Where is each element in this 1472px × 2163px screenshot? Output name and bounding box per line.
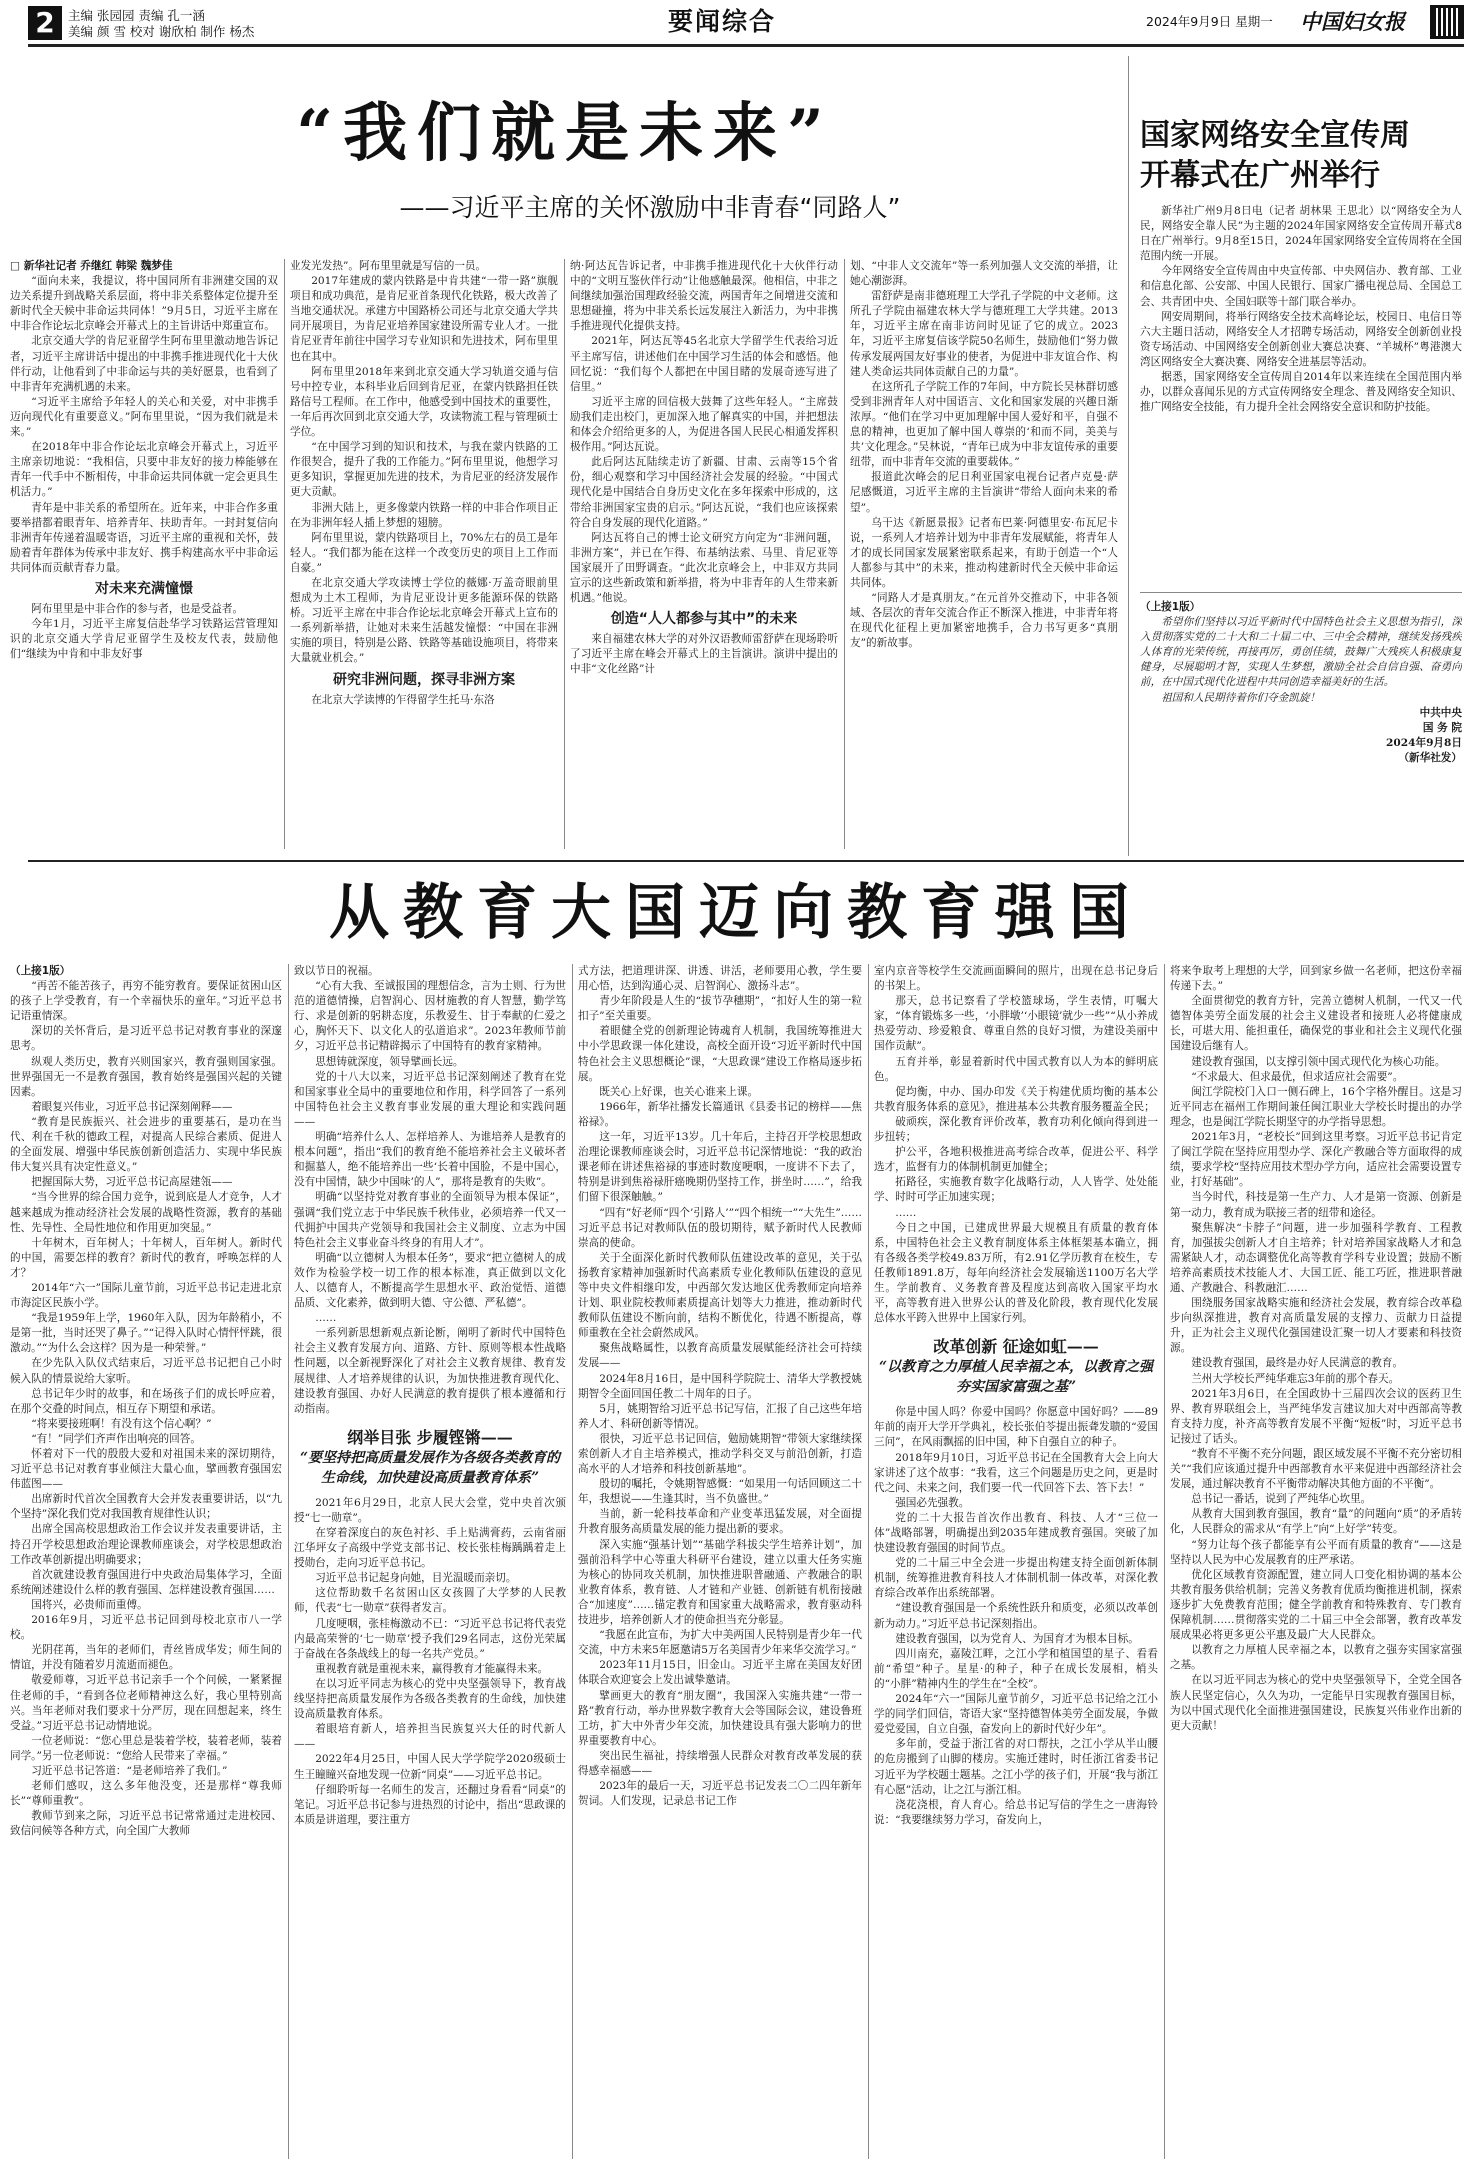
paragraph: 明确“以立德树人为根本任务”，要求“把立德树人的成效作为检验学校一切工作的根本标准，真正做到以文化人、以德育人，不断提高学生思想水平、政治觉悟、道德品质、文化素养，做到明大德、守公德、严私德”。 bbox=[294, 1251, 566, 1310]
paragraph: 业发光发热”。阿布里里就是写信的一员。 bbox=[290, 260, 487, 272]
paragraph: 乌干达《新愿景报》记者布巴莱·阿德里安·布瓦尼卡说，一系列人才培养计划为中非青年发展赋能，将青年人才的成长同国家发展紧密联系起来，有助于创造一个“人人都参与其中”的未来，推动构建新时代全天候中非命运共同体。 bbox=[850, 516, 1118, 589]
article2-col-3 bbox=[578, 964, 862, 2159]
paragraph: 突出民生福祉，持续增强人民群众对教育改革发展的获得感幸福感—— bbox=[578, 1749, 862, 1777]
paragraph: 党的十八大以来，习近平总书记深刻阐述了教育在党和国家事业全局中的重要地位和作用，科学回答了一系列中国特色社会主义教育事业发展的重大理论和实践问题—— bbox=[294, 1070, 566, 1128]
paragraph: 四川南充，嘉陵江畔，之江小学和植国望的星子、看看前“希望”种子。星星·的种子，种子在成长发展相，梢头的“小胖”精神内生的学生在“全校”。 bbox=[874, 1647, 1158, 1690]
paragraph: “再苦不能苦孩子，再穷不能穷教育。要保证贫困山区的孩子上学受教育，有一个幸福快乐的童年。”习近平总书记语重情深。 bbox=[10, 980, 282, 1023]
signature-source: （新华社发） bbox=[1398, 751, 1462, 764]
subsection-title: 改革创新 征途如虹—— bbox=[933, 1337, 1099, 1357]
paragraph: 5月，姚期智给习近平总书记写信，汇报了自己这些年培养人才、科研创新等情况。 bbox=[578, 1402, 862, 1430]
article1-title: “我们就是未来” bbox=[296, 96, 834, 171]
paragraph: 阿达瓦将自己的博士论文研究方向定为“非洲问题，非洲方案”，并已在乍得、布基纳法索、马里、肯尼亚等国家展开了田野调查。“此次北京峰会上，中非双方共同宣示的这些新政策和新举措，将为中非青年的人生带来新机遇。”他说。 bbox=[570, 531, 838, 605]
paragraph: 首次就建设教育强国进行中央政治局集体学习，全面系统阐述建设什么样的教育强国、怎样建设教育强国…… bbox=[10, 1568, 282, 1596]
article1-byline: □ 新华社记者 乔继红 韩梁 魏梦佳 bbox=[10, 260, 173, 272]
paragraph: 青年是中非关系的希望所在。近年来，中非合作多重要举措都着眼青年、培养青年、扶助青年。一封封复信向非洲青年传递着温暖寄语，习近平主席的重视和关怀，鼓励着青年群体为传承中非友好、携手构建高水平中非命运共同体而贡献青春力量。 bbox=[10, 501, 278, 574]
subsection-lead: “以教育之力厚植人民幸福之本，以教育之强夯实国家富强之基” bbox=[878, 1359, 1154, 1396]
paragraph: 拓路径，实施教育数字化战略行动，人人皆学、处处能学、时时可学正加速实现； bbox=[874, 1176, 1158, 1204]
paragraph: 关于全面深化新时代教师队伍建设改革的意见，关于弘扬教育家精神加强新时代高素质专业化教师队伍建设的意见等中央文件相继印发，中西部欠发达地区优秀教师定向培养计划、职业院校教师素质提高计划等大力推进，推动新时代教师队伍建设不断向前，结构不断优化，待遇不断提高，尊师重教在全社会蔚然成风。 bbox=[578, 1251, 862, 1340]
paragraph: 今年网络安全宣传周由中央宣传部、中央网信办、教育部、工业和信息化部、公安部、中国人民银行、国家广播电视总局、全国总工会、共青团中央、全国妇联等十部门联合举办。 bbox=[1140, 265, 1462, 308]
article2-col-1 bbox=[10, 964, 282, 2159]
paragraph: “心有大我、至诚报国的理想信念，言为士则、行为世范的道德情操，启智润心、因材施教的育人智慧，勤学笃行、求是创新的躬耕态度，乐教爱生、甘于奉献的仁爱之心，胸怀天下、以文化人的弘道追求”。2023年教师节前夕，习近平总书记精辟揭示了中国特有的教育家精神。 bbox=[294, 980, 566, 1053]
paragraph: 十年树木，百年树人；十年树人，百年树人。新时代的中国，需要怎样的教育？新时代的教育，呼唤怎样的人才？ bbox=[10, 1236, 282, 1279]
article1-col-4 bbox=[850, 259, 1118, 849]
paragraph: 阿布里里说，蒙内铁路项目上，70%左右的员工是年轻人。“我们都为能在这样一个改变历史的项目上工作而自豪。” bbox=[290, 531, 558, 574]
paragraph: “建设教育强国是一个系统性跃升和质变，必须以改革创新为动力。”习近平总书记深刻指出。 bbox=[874, 1602, 1158, 1630]
paragraph: 擘画更大的教育“朋友圈”，我国深入实施共建“一带一路”教育行动，举办世界数字教育大会等国际会议，建设鲁班工坊，扩大中外青少年交流，加快建设具有强大影响力的世界重要教育中心。 bbox=[578, 1689, 862, 1747]
paragraph: “习近平主席给予年轻人的关心和关爱，对中非携手迈向现代化有重要意义。”阿布里里说，“因为我们就是未来。” bbox=[10, 395, 278, 439]
paragraph: 当前，新一轮科技革命和产业变革迅猛发展，对全面提升教育服务高质量发展的能力提出新的要求。 bbox=[578, 1508, 862, 1536]
paragraph: 党的二十大报告首次作出教育、科技、人才“三位一体”战略部署，明确提出到2035年建成教育强国。突破了加快建设教育强国的时间节点。 bbox=[874, 1511, 1158, 1555]
paragraph: “努力让每个孩子都能享有公平而有质量的教育”——这是坚持以人民为中心发展教育的庄严承诺。 bbox=[1170, 1538, 1462, 1566]
paragraph: 你是中国人吗？你爱中国吗？你愿意中国好吗？——89年前的南开大学开学典礼，校长张伯苓提出振聋发聩的“爱国三问”，在风雨飘摇的旧中国，种下自强自立的种子。 bbox=[874, 1406, 1158, 1449]
paragraph: 当今时代，科技是第一生产力、人才是第一资源、创新是第一动力，教育成为联接三者的纽带和途径。 bbox=[1170, 1191, 1462, 1219]
paragraph: 致以节日的祝福。 bbox=[294, 965, 379, 977]
paragraph: “四有”好老师“四个’引路人’”“四个相统一”“大先生”……习近平总书记对教师队伍的殷切期待，赋予新时代人民教师崇高的使命。 bbox=[578, 1206, 862, 1249]
paragraph: 2017年建成的蒙内铁路是中肯共建“一带一路”旗舰项目和成功典范，是肯尼亚首条现代化铁路，极大改善了当地交通状况。承建方中国路桥公司还与北京交通大学共同开展项目，为肯尼亚培养国家建设所需专业人才。一批肯尼亚青年前往中国学习专业知识和先进技术，阿布里里也在其中。 bbox=[290, 275, 558, 363]
paragraph: 2021年3月6日，在全国政协十三届四次会议的医药卫生界、教育界联组会上，当严纯华发言建议加大对中西部高等教育支持力度，补齐高等教育发展不平衡“短板”时，习近平总书记接过了话头。 bbox=[1170, 1387, 1462, 1445]
staff-line-2: 美编 颜 雪 校对 谢欣柏 制作 杨杰 bbox=[68, 24, 255, 39]
column-divider bbox=[868, 964, 869, 2159]
paragraph: “同路人才是真朋友。”在元首外交推动下，中非各领域、各层次的青年交流合作正不断深入推进，中非青年将在现代化征程上更加紧密地携手，合力书写更多“真朋友”的新故事。 bbox=[850, 592, 1118, 650]
paragraph: 今年1月，习近平主席复信赴华学习铁路运营管理知识的北京交通大学肯尼亚留学生及校友代表，鼓励他们“继续为中肯和中非友好事 bbox=[10, 618, 278, 661]
paragraph: 2024年8月16日，是中国科学院院士、清华大学教授姚期智令全面回国任教二十周年的日子。 bbox=[578, 1372, 862, 1400]
side-title-line-2: 开幕式在广州举行 bbox=[1140, 158, 1380, 193]
paragraph: 2023年11月15日，旧金山。习近平主席在美国友好团体联合欢迎宴会上发出诚挚邀请。 bbox=[578, 1659, 862, 1687]
staff-line-1: 主编 张园园 责编 孔一涵 bbox=[68, 8, 205, 23]
paragraph: 闽江学院校门入口一侧石碑上，16个字格外醒目。这是习近平同志在福州工作期间兼任闽江职业大学校长时提出的办学理念，也是闽江学院长期坚守的办学指导思想。 bbox=[1170, 1085, 1462, 1128]
paragraph: 阿布里里2018年来到北京交通大学习轨道交通与信号中控专业，本科毕业后回到肯尼亚，在蒙内铁路担任铁路信号工程师。在工作中，他感受到中国技术的重要性，一年后再次回到北京交通大学，攻读物流工程与管理硕士学位。 bbox=[290, 365, 558, 439]
signature-date: 2024年9月8日 bbox=[1385, 736, 1462, 749]
paragraph: 总书记年少时的故事，和在场孩子们的成长呼应着，在那个交叠的时间点，相互存下期望和承诺。 bbox=[10, 1387, 282, 1415]
paragraph: 护公平，各地积极推进高考综合改革，促进公平、科学选才，监督有力的体制机制更加健全； bbox=[874, 1146, 1158, 1174]
paragraph: 思想铸就深度，领导擘画长远。 bbox=[315, 1055, 464, 1068]
paragraph: 总书记一番话，说到了严纯华心坎里。 bbox=[1191, 1493, 1372, 1506]
letter-text: 希望你们坚持以习近平新时代中国特色社会主义思想为指引，深入贯彻落实党的二十大和二十届二中、三中全会精神，继续发扬残疾人体育的光荣传统，再接再厉，勇创佳绩，鼓舞广大残疾人积极康复健身，尽展聪明才智，实现人生梦想，激励全社会自信自强、奋勇向前，在中国式现代化进程中共同创造幸福美好的生活。 bbox=[1140, 616, 1462, 689]
section-rule bbox=[28, 860, 1464, 862]
paragraph: 雷舒萨是南非德班理工大学孔子学院的中文老师。这所孔子学院由福建农林大学与德班理工大学共建。2013年，习近平主席在南非访问时见证了它的成立。2023年，习近平主席复信该学院50名师生，鼓励他们“努力做传承发展两国友好事业的使者，为促进中非友谊合作、构建人类命运共同体贡献自己的力量”。 bbox=[850, 290, 1118, 378]
paragraph: 纵观人类历史，教育兴则国家兴，教育强则国家强。世界强国无一不是教育强国，教育始终是强国兴起的关键因素。 bbox=[10, 1055, 282, 1098]
paragraph: 在以习近平同志为核心的党中央坚强领导下，教育战线坚持把高质量发展作为各级各类教育的生命线，加快建设高质量教育体系。 bbox=[294, 1677, 566, 1721]
paragraph: 2024年“六一”国际儿童节前夕，习近平总书记给之江小学的同学们回信，寄语大家“坚持德智体美劳全面发展，争做爱党爱国，自立自强，奋发向上的新时代好少年”。 bbox=[874, 1693, 1158, 1736]
paragraph: 北京交通大学的肯尼亚留学生阿布里里激动地告诉记者，习近平主席讲话中提出的中非携手推进现代化十大伙伴行动，让他看到了中非命运与共的美好愿景，也看到了中非青年充满机遇的未来。 bbox=[10, 335, 278, 393]
paragraph: 2021年，阿达瓦等45名北京大学留学生代表给习近平主席写信，讲述他们在中国学习生活的体会和感悟。他回忆说：“我们每个人都把在中国目睹的发展奇迹写进了信里。” bbox=[570, 335, 838, 393]
paragraph: 国将兴，必贵师而重傅。 bbox=[31, 1598, 148, 1611]
side-divider bbox=[1140, 592, 1462, 593]
article2-title: 从教育大国迈向教育强国 bbox=[329, 878, 1143, 948]
side-column-divider bbox=[1128, 56, 1129, 856]
paragraph: 一位老师说：“您心里总是装着学校，装着老师，装着同学。”另一位老师说：“您给人民带来了幸福。” bbox=[10, 1734, 282, 1762]
paragraph: 来自福建农林大学的对外汉语教师雷舒萨在现场聆听了习近平主席在峰会开幕式上的主旨演讲。演讲中提出的中非“文化丝路”计 bbox=[570, 633, 838, 676]
paragraph: 既关心上好课，也关心谁来上课。 bbox=[599, 1085, 759, 1098]
paragraph: 习近平总书记起身向她，目光温暖而亲切。 bbox=[315, 1572, 517, 1585]
paragraph: 今日之中国，已建成世界最大规模且有质量的教育体系，中国特色社会主义教育制度体系主体框架基本确立，拥有各级各类学校49.83万所，有2.91亿学历教育在校生，专任教师1891.8万，每年向经济社会发展输送1100万名大学生。学前教育、义务教育普及程度达到高收入国家平均水平，高等教育进入世界公认的普及化阶段，教育现代化发展总体水平跨入世界中上国家行列。 bbox=[874, 1221, 1158, 1325]
paragraph: 将来争取考上理想的大学，回到家乡做一名老师，把这份幸福传递下去。” bbox=[1170, 965, 1462, 993]
paragraph: “我是1959年上学，1960年入队，因为年龄稍小，不是第一批，当时还哭了鼻子。”“记得入队时心情怦怦跳，很激动。”“为什么会这样？因为是一种荣誉。” bbox=[10, 1312, 282, 1355]
paragraph: 2021年6月29日，北京人民大会堂，党中央首次颁授“七一勋章”。 bbox=[294, 1496, 566, 1524]
subsection-lead: “要坚持把高质量发展作为各级各类教育的生命线，加快建设高质量教育体系” bbox=[299, 1449, 561, 1486]
paragraph: 在以习近平同志为核心的党中央坚强领导下，全党全国各族人民坚定信心，久久为功，一定能早日实现教育强国目标，为以中国式现代化全面推进强国建设，民族复兴伟业作出新的更大贡献！ bbox=[1170, 1674, 1462, 1732]
section-heading: 对未来充满憧憬 bbox=[95, 580, 193, 597]
paragraph: 在北京交通大学攻读博士学位的薇娜·万盖奇眼前里想成为土木工程师，为肯尼亚设计更多能源环保的铁路桥。习近平主席在中非合作论坛北京峰会开幕式上宣布的一系列新举措，让她对未来生活越发憧憬：“中国在非洲实施的项目，特别是公路、铁路等基础设施项目，将带来大量就业机会。” bbox=[290, 576, 558, 665]
paragraph: 促均衡，中办、国办印发《关于构建优质均衡的基本公共教育服务体系的意见》，推进基本公共教育服务覆盖全民； bbox=[874, 1085, 1158, 1113]
paragraph: 在少先队入队仪式结束后，习近平总书记把自己小时候入队的情景说给大家听。 bbox=[10, 1357, 282, 1385]
continued-tag: （上接1版） bbox=[10, 965, 71, 977]
paper-name-logo: 中国妇女报 bbox=[1300, 9, 1405, 34]
paragraph: 围绕服务国家战略实施和经济社会发展，教育综合改革稳步向纵深推进，教育对高质量发展的支撑力、贡献力日益提升，正为社会主义现代化强国建设汇聚一切人才要素和科技资源。 bbox=[1170, 1297, 1462, 1355]
paragraph: 着眼培育新人，培养担当民族复兴大任的时代新人—— bbox=[294, 1723, 566, 1751]
side-body bbox=[1140, 204, 1462, 524]
paragraph: 破顽疾，深化教育评价改革，教育功利化倾向得到进一步扭转； bbox=[874, 1115, 1158, 1144]
column-divider bbox=[1164, 964, 1165, 2159]
paragraph: 室内京音等校学生交流画面瞬间的照片，出现在总书记身后的书架上。 bbox=[874, 965, 1158, 993]
paragraph: 建设教育强国，最终是办好人民满意的教育。 bbox=[1191, 1357, 1404, 1370]
paragraph: 明确“培养什么人、怎样培养人、为谁培养人是教育的根本问题”，指出“我们的教育绝不能培养社会主义破坏者和掘墓人，绝不能培养出一些‘长着中国脸，不是中国心，没有中国情，缺少中国味’的人”，那将是教育的失败”。 bbox=[294, 1131, 566, 1189]
paragraph: 阿布里里是中非合作的参与者，也是受益者。 bbox=[31, 602, 244, 615]
column-divider bbox=[564, 259, 565, 849]
paragraph: 2014年“六一”国际儿童节前，习近平总书记走进北京市海淀区民族小学。 bbox=[10, 1281, 282, 1310]
paragraph: 建设教育强国，以支撑引领中国式现代化为核心功能。 bbox=[1191, 1055, 1446, 1068]
paragraph: 把握国际大势，习近平总书记高屋建瓴—— bbox=[31, 1176, 233, 1189]
paragraph: 2016年9月，习近平总书记回到母校北京市八一学校。 bbox=[10, 1614, 282, 1642]
article1-subtitle: ——习近平主席的关怀激励中非青春“同路人” bbox=[399, 193, 901, 222]
paragraph: 聚焦解决“卡脖子”问题，进一步加强科学教育、工程教育，加强拔尖创新人才自主培养；针对培养国家战略人才和急需紧缺人才，动态调整优化高等教育学科专业设置；鼓励不断培养高素质技术技能人才、大国工匠、能工巧匠，推进职普融通、产教融合、科教融汇…… bbox=[1170, 1221, 1462, 1294]
paragraph: 式方法，把道理讲深、讲透、讲活，老师要用心教，学生要用心悟，达到沟通心灵、启智润心、激扬斗志”。 bbox=[578, 965, 862, 993]
paragraph: 多年前，受益于浙江省的对口帮扶，之江小学从半山腰的危房搬到了山脚的楼房。实施迁建时，时任浙江省委书记习近平为学校题士题基。之江小学的孩子们，开展“我与浙江有心愿”活动，让之江与浙江相。 bbox=[874, 1738, 1158, 1796]
article2-col-5 bbox=[1170, 964, 1462, 2159]
letter-close: 祖国和人民期待着你们夺金凯旋！ bbox=[1161, 691, 1321, 704]
column-divider bbox=[284, 259, 285, 849]
paragraph: 教师节到来之际，习近平总书记常常通过走进校园、致信问候等各种方式，向全国广大教师 bbox=[10, 1810, 282, 1838]
paragraph: 殷切的嘱托，令姚期智感慨：“如果用一句话回顾这二十年，我想说——生逢其时，当不负盛世。” bbox=[578, 1478, 862, 1506]
article2-col-4 bbox=[874, 964, 1158, 2159]
paragraph: 在2018年中非合作论坛北京峰会开幕式上，习近平主席亲切地说：“我相信，只要中非友好的接力棒能够在青年一代手中不断相传，中非命运共同体就一定会更具生机活力。” bbox=[10, 441, 278, 499]
paragraph: 2021年3月，“老校长”回到这里考察。习近平总书记肯定了闽江学院在坚持应用型办学、深化产教融合等方面取得的成绩，要求学校“坚持应用技术型办学方向，适应社会需要设置专业，打好基础”。 bbox=[1170, 1131, 1462, 1189]
side-letter bbox=[1140, 600, 1462, 850]
column-divider bbox=[572, 964, 573, 2159]
paragraph: 全面贯彻党的教育方针，完善立德树人机制，一代又一代德智体美劳全面发展的社会主义建设者和接班人必将健康成长，可堪大用、能担重任，确保党的事业和社会主义现代化强国建设后继有人。 bbox=[1170, 995, 1462, 1053]
paragraph: 从教育大国到教育强国，教育“量”的问题向“质”的矛盾转化，人民群众的需求从“有学上”向“上好学”转变。 bbox=[1170, 1508, 1462, 1536]
paragraph: “将来要接班啊！有没有这个信心啊？” bbox=[31, 1417, 212, 1430]
paragraph: “面向未来，我提议，将中国同所有非洲建交国的双边关系提升到战略关系层面，将中非关系整体定位提升至新时代全天候中非命运共同体！”9月5日，习近平主席在中非合作论坛北京峰会开幕式上的主旨讲话中郑重宣布。 bbox=[10, 275, 278, 333]
paragraph: 党的二十届三中全会进一步提出构建支持全面创新体制机制，统筹推进教育科技人才体制机制一体改革，对深化教育综合改革作出系统部署。 bbox=[874, 1557, 1158, 1600]
paragraph: 仔细聆听每一名师生的发言，还翻过身看看“同桌”的笔记。习近平总书记参与进热烈的讨论中，指出“思政课的本质是讲道理，要注重方 bbox=[294, 1783, 566, 1826]
paragraph: 习近平主席的回信极大鼓舞了这些年轻人。“主席鼓励我们走出校门，更加深入地了解真实的中国，并把想法和体会介绍给更多的人，为促进各国人民民心相通发挥积极作用。”阿达瓦说。 bbox=[570, 395, 838, 454]
paragraph: 2018年9月10日，习近平总书记在全国教育大会上向大家讲述了这个故事：“我看，这三个问题是历史之问，更是时代之问、未来之问，我们要一代一代回答下去、答下去！” bbox=[874, 1451, 1158, 1494]
paragraph: 深入实施“强基计划”“基础学科拔尖学生培养计划”，加强前沿科学中心等重大科研平台建设，建立以重大任务实施为核心的协同攻关机制，加快推进职普融通、产教融合的职业教育体系，教育链、人才链和产业链、创新链有机衔接融合“加速度”……锚定教育和国家重大战略需求，教育驱动科技进步，培养创新人才的使命担当充分彰显。 bbox=[578, 1538, 862, 1627]
paragraph: 习近平总书记答道：“是老师培养了我们。” bbox=[31, 1764, 228, 1777]
masthead-rule bbox=[28, 44, 1464, 47]
article1-col-2 bbox=[290, 259, 558, 849]
qr-code-icon bbox=[1430, 5, 1464, 39]
paragraph: 着眼复兴伟业，习近平总书记深刻阐释—— bbox=[31, 1100, 233, 1113]
section-heading: 创造“人人都参与其中”的未来 bbox=[610, 611, 798, 628]
paragraph: 很快，习近平总书记回信，勉励姚期智“带领大家继续探索创新人才自主培养模式，推动学科交叉与前沿创新，打造高水平的人才培养和科技创新基地”。 bbox=[578, 1432, 862, 1476]
paragraph: 深切的关怀背后，是习近平总书记对教育事业的深邃思考。 bbox=[10, 1025, 282, 1053]
section-heading: 研究非洲问题，探寻非洲方案 bbox=[333, 671, 515, 688]
paragraph: “教育是民族振兴、社会进步的重要基石，是功在当代、利在千秋的德政工程，对提高人民综合素质、促进人的全面发展、增强中华民族创新创造活力、实现中华民族伟大复兴具有决定性意义。” bbox=[10, 1115, 282, 1174]
paragraph: 网安周期间，将举行网络安全技术高峰论坛，校园日、电信日等六大主题日活动，网络安全人才招聘专场活动，网络安全创新创业投资专场活动、中国网络安全创新创业大赛总决赛、“羊城杯”粤港澳大湾区网络安全大赛决赛、网络安全进基层等活动。 bbox=[1140, 310, 1462, 368]
paragraph: 明确“以坚持党对教育事业的全面领导为根本保证”，强调“我们党立志于中华民族千秋伟业，必须培养一代又一代拥护中国共产党领导和我国社会主义制度、立志为中国特色社会主义事业奋斗终身的有用人才”。 bbox=[294, 1191, 566, 1249]
paragraph: 着眼健全党的创新理论铸魂育人机制，我国统筹推进大中小学思政课一体化建设，高校全面开设“习近平新时代中国特色社会主义思想概论”课，“大思政课”建设工作格局逐步拓展。 bbox=[578, 1025, 862, 1083]
column-divider bbox=[844, 259, 845, 849]
paragraph: 在北京大学读博的乍得留学生托马·东洛 bbox=[311, 693, 495, 706]
paragraph: 此后阿达瓦陆续走访了新疆、甘肃、云南等15个省份，细心观察和学习中国经济社会发展的经验。“中国式现代化是中国结合自身历史文化在多年探索中形成的，这带给非洲国家宝贵的启示。”阿达瓦说，“我们也应该探索符合自身发展的现代化道路。” bbox=[570, 456, 838, 529]
column-divider bbox=[288, 964, 289, 2159]
paragraph: 在这所孔子学院工作的7年间，中方院长吴林群切感受到非洲青年人对中国语言、文化和国家发展的兴趣日渐浓厚。“他们在学习中更加理解中国人爱好和平，自强不息的精神，也更加了解中国人尊崇的‘和而不同，美美与共’文化理念。”吴林说，“青年已成为中非友谊传承的重要纽带，而中非青年交流的重要载体。” bbox=[850, 380, 1118, 469]
paragraph: “教育不平衡不充分问题，跟区域发展不平衡不充分密切相关”“我们应该通过提升中西部教育水平来促进中西部经济社会发展，通过解决教育不平衡带动解决其他方面的不平衡”。 bbox=[1170, 1448, 1462, 1491]
paragraph: “不求最大、但求最优，但求适应社会需要”。 bbox=[1191, 1070, 1404, 1083]
paragraph: 出席新时代首次全国教育大会并发表重要讲话，以“九个坚持”深化我们党对我国教育规律性认识； bbox=[10, 1493, 282, 1521]
paragraph: 优化区域教育资源配置，建立同人口变化相协调的基本公共教育服务供给机制；完善义务教育优质均衡推进机制，探索逐步扩大免费教育范围；健全学前教育和特殊教育、专门教育保障机制……贯彻落实党的二十届三中全会部署，教育改革发展成果必将更多更公平惠及最广大人民群众。 bbox=[1170, 1568, 1462, 1642]
paragraph: 兰州大学校长严纯华难忘3年前的那个春天。 bbox=[1191, 1372, 1400, 1385]
paragraph: 聚焦战略属性，以教育高质量发展赋能经济社会可持续发展—— bbox=[578, 1342, 862, 1370]
continued-tag: （上接1版） bbox=[1140, 601, 1201, 613]
paragraph: 划、“中非人文交流年”等一系列加强人文交流的举措，让她心潮澎湃。 bbox=[850, 260, 1118, 288]
signature-1: 中共中央 bbox=[1419, 706, 1462, 719]
article1-col-3 bbox=[570, 259, 838, 849]
paragraph: 1966年，新华社播发长篇通讯《县委书记的榜样——焦裕禄》。 bbox=[578, 1100, 862, 1128]
paragraph: 这位帮助数千名贫困山区女孩圆了大学梦的人民教师，代表“七一勋章”获得者发言。 bbox=[294, 1587, 566, 1615]
paragraph: 纳·阿达瓦告诉记者，中非携手推进现代化十大伙伴行动中的“文明互鉴伙伴行动”让他感触最深。他相信，中非之间继续加强治国理政经验交流，两国青年之间增进交流和思想碰撞，将为中非关系长远发展注入新活力，为中非携手推进现代化提供支持。 bbox=[570, 260, 838, 333]
paragraph: 青少年阶段是人生的“拔节孕穗期”，“扣好人生的第一粒扣子”至关重要。 bbox=[578, 995, 862, 1023]
paragraph: 光阴荏苒，当年的老师们，青丝皆成华发；师生间的情谊，并没有随着岁月流逝而褪色。 bbox=[10, 1644, 282, 1672]
paragraph: 这一年，习近平13岁。几十年后，主持召开学校思想政治理论课教师座谈会时，习近平总书记深情地说：“我的政治课老师在讲述焦裕禄的事迹时数度哽咽，一度讲不下去了，特别是讲到焦裕禄肝癌晚期仍坚持工作，拼坐时……”，给我们留下很深触触。” bbox=[578, 1131, 862, 1204]
subsection-title: 纲举目张 步履铿锵—— bbox=[347, 1427, 513, 1447]
paragraph: 据悉，国家网络安全宣传周自2014年以来连续在全国范围内举办，以群众喜闻乐见的方式宣传网络安全理念、普及网络安全知识、推广网络安全技能，有力提升全社会网络安全意识和防护技能。 bbox=[1140, 371, 1462, 414]
side-title-line-1: 国家网络安全宣传周 bbox=[1140, 118, 1410, 153]
paragraph: 敬爱师尊，习近平总书记亲手一个个问候，一紧紧握住老师的手，“看到各位老师精神这么好，我心里特别高兴。当年老师对我们要求十分严厉，现在回想起来，终生受益。”习近平总书记动情地说。 bbox=[10, 1674, 282, 1732]
signature-2: 国 务 院 bbox=[1422, 721, 1462, 734]
paragraph: 在穿着深度白的灰色衬衫、手上贴满膏药，云南省丽江华坪女子高级中学党支部书记、校长张桂梅踽踽着走上授勋台，走向习近平总书记。 bbox=[294, 1527, 566, 1570]
paragraph: …… bbox=[315, 1312, 337, 1325]
page-number: 2 bbox=[28, 6, 62, 40]
paragraph: 一系列新思想新观点新论断，阐明了新时代中国特色社会主义教育发展方向、道路、方针、原则等根本性战略性问题，以全新视野深化了对社会主义教育规律、教育发展规律、人才培养规律的认识，为加快推进教育现代化、建设教育强国、办好人民满意的教育提供了根本遵循和行动指南。 bbox=[294, 1327, 566, 1415]
paragraph: “有！”同学们齐声作出响亮的回答。 bbox=[31, 1432, 201, 1445]
paragraph: 新华社广州9月8日电（记者 胡林果 王思北）以“网络安全为人民，网络安全靠人民”为主题的2024年国家网络安全宣传周开幕式8日在广州举行。9月8至15日，2024年国家网络安全宣传周将在全国范围内统一开展。 bbox=[1140, 205, 1462, 263]
issue-date: 2024年9月9日 星期一 bbox=[1146, 14, 1273, 29]
paragraph: 五育并举，彰显着新时代中国式教育以人为本的鲜明底色。 bbox=[874, 1055, 1158, 1083]
article1-col-1 bbox=[10, 259, 278, 849]
paragraph: “在中国学习到的知识和技术，与我在蒙内铁路的工作很契合，提升了我的工作能力。”阿布里里说，他想学习更多知识，掌握更加先进的技术，为肯尼亚的经济发展作更大贡献。 bbox=[290, 441, 558, 499]
paragraph: 2022年4月25日，中国人民大学学院学2020级硕士生王瞳瞳兴奋地发现一位新“同桌”——习近平总书记。 bbox=[294, 1753, 566, 1781]
paragraph: 怀着对下一代的殷殷大爱和对祖国未来的深切期待，习近平总书记对教育事业倾注大量心血，擘画教育强国宏伟蓝图—— bbox=[10, 1448, 282, 1491]
paragraph: “当今世界的综合国力竞争，说到底是人才竞争，人才越来越成为推动经济社会发展的战略性资源，教育的基础性、先导性、全局性地位和作用更加突显。” bbox=[10, 1191, 282, 1234]
paragraph: 强国必先强教。 bbox=[895, 1496, 970, 1509]
paragraph: 重视教育就是重视未来，赢得教育才能赢得未来。 bbox=[315, 1662, 549, 1675]
paragraph: 建设教育强国，以为党育人、为国育才为根本目标。 bbox=[895, 1632, 1139, 1645]
paragraph: 非洲大陆上，更多像蒙内铁路一样的中非合作项目正在为非洲年轻人插上梦想的翅膀。 bbox=[290, 501, 558, 529]
paragraph: “我愿在此宣布，为扩大中美两国人民特别是青少年一代交流，中方未来5年愿邀请5万名美国青少年来华交流学习。” bbox=[578, 1629, 862, 1657]
paragraph: 以教育之力厚植人民幸福之本，以教育之强夯实国家富强之基。 bbox=[1170, 1644, 1462, 1672]
paragraph: 那天，总书记察看了学校篮球场，学生表情，叮嘱大家，“体育锻炼多一些，‘小胖墩’‘小眼镜’就少一些”“从小养成热爱劳动、珍爱粮食、尊重自然的良好习惯，为建设美丽中国作贡献”。 bbox=[874, 995, 1158, 1053]
paragraph: 老师们感叹，这么多年他没变，还是那样“尊我师长”“尊师重教”。 bbox=[10, 1780, 282, 1808]
section-label: 要闻综合 bbox=[668, 7, 777, 36]
paragraph: …… bbox=[895, 1206, 917, 1219]
paragraph: 出席全国高校思想政治工作会议并发表重要讲话，主持召开学校思想政治理论课教师座谈会，对学校思想政治工作改革创新提出明确要求； bbox=[10, 1523, 282, 1566]
paragraph: 2023年的最后一天，习近平总书记发表二〇二四年新年贺词。人们发现，记录总书记工作 bbox=[578, 1780, 862, 1808]
article2-col-2 bbox=[294, 964, 566, 2159]
paragraph: 报道此次峰会的尼日利亚国家电视台记者卢克曼·萨尼感慨道，习近平主席的主旨演讲“带给人面向未来的希望”。 bbox=[850, 471, 1118, 514]
paragraph: 浇花浇根，育人育心。给总书记写信的学生之一唐海铃说：“我要继续努力学习，奋发向上， bbox=[874, 1798, 1158, 1826]
paragraph: 几度哽咽，张桂梅激动不已：“习近平总书记将代表党内最高荣誉的‘七一勋章’授予我们29名同志，这份光荣属于奋战在各条战线上的每一名共产党员。” bbox=[294, 1617, 566, 1660]
